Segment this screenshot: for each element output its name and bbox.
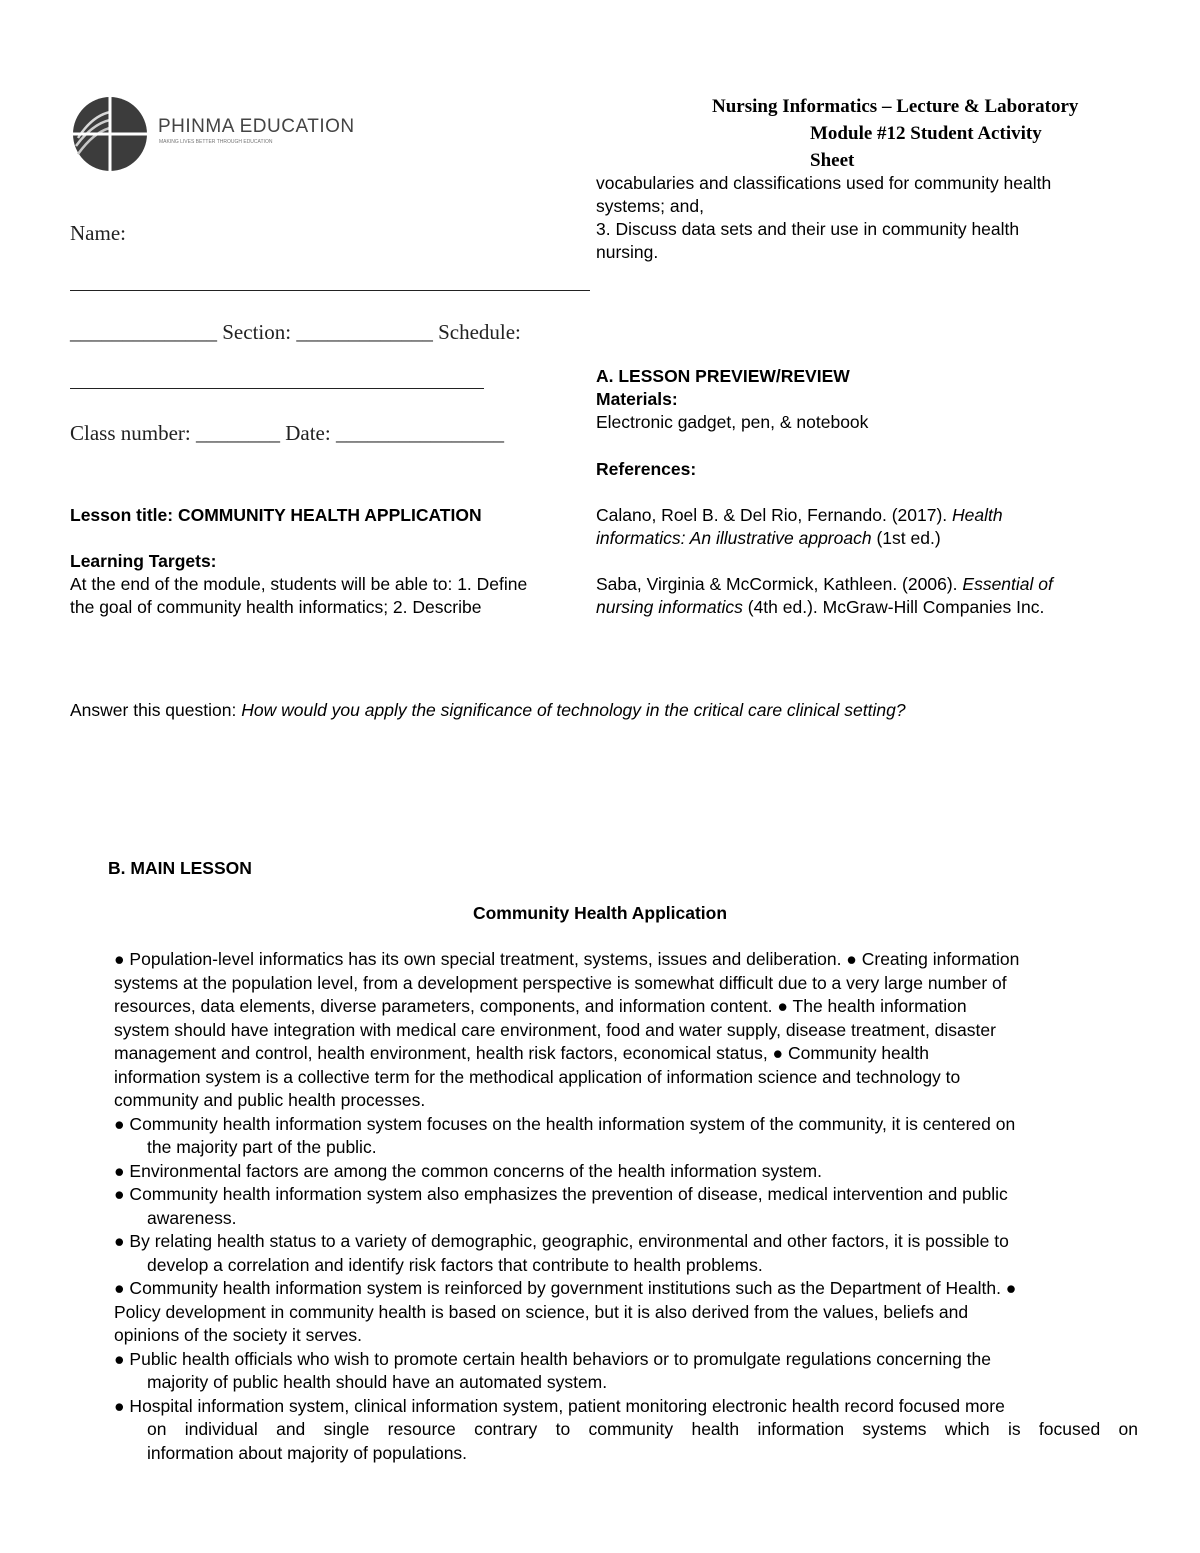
p1-line-2: systems at the population level, from a development perspective is somewhat difficult due to a very large number of (114, 972, 1007, 993)
phinma-logo (72, 96, 355, 172)
class-date-row[interactable]: Class number: ________ Date: ________________ (70, 421, 504, 445)
learning-targets-heading: Learning Targets: (70, 551, 217, 571)
bullet-5-line-3: opinions of the society it serves. (114, 1325, 363, 1345)
bullet-6-line-2: majority of public health should have an automated system. (147, 1372, 608, 1392)
lesson-title (70, 504, 482, 527)
targets-cont-line-2: systems; and, (596, 196, 704, 216)
bullet-3-line-2: awareness. (147, 1207, 237, 1228)
header-line-2: Module #12 Student Activity (810, 123, 1042, 144)
p1-line-4: system should have integration with medical care environment, food and water supply, disease treatment, disaster (114, 1019, 996, 1040)
bullet-5 (114, 1277, 1138, 1348)
bullet-1-line-2: the majority part of the public. (147, 1137, 377, 1157)
learning-targets-continued (596, 172, 1051, 264)
references-label: References: (596, 459, 697, 479)
logo-emblem-icon (72, 96, 355, 172)
ref1-title-part2: informatics: An illustrative approach (596, 528, 872, 548)
reference-1 (596, 504, 1003, 550)
learning-targets-line-1: At the end of the module, students will be able to: 1. Define (70, 574, 528, 594)
bullet-1 (114, 1113, 1138, 1160)
p1-line-5: management and control, health environment, health risk factors, economical status, ● Community health (114, 1043, 930, 1063)
bullet-3 (114, 1183, 1138, 1230)
logo-name: PHINMA EDUCATION (158, 116, 355, 137)
targets-cont-line-1: vocabularies and classifications used for community health (596, 173, 1052, 193)
ref2-edition: (4th ed.). McGraw-Hill Companies Inc. (747, 597, 1045, 617)
p1-line-7: community and public health processes. (114, 1090, 426, 1110)
schedule-field[interactable] (70, 388, 484, 389)
targets-cont-line-3: 3. Discuss data sets and their use in community health (596, 219, 1020, 239)
bullet-7-line-3: information about majority of populations. (147, 1442, 468, 1463)
paragraph-1 (114, 948, 1138, 1113)
bullet-7-line-1: ● Hospital information system, clinical information system, patient monitoring electronic health record focused more (114, 1395, 1005, 1416)
reference-2 (596, 573, 1053, 619)
ref2-authors: Saba, Virginia & McCormick, Kathleen. (2006). (596, 574, 958, 594)
name-field[interactable] (70, 290, 590, 291)
bullet-4 (114, 1230, 1138, 1277)
lesson-title-label: Lesson title: (70, 505, 174, 525)
header-line-3: Sheet (810, 150, 855, 171)
section-schedule-row[interactable]: ______________ Section: _____________ Schedule: (70, 320, 521, 344)
ref2-title-part1: Essential of (962, 574, 1053, 594)
bullet-5-line-2: Policy development in community health is based on science, but it is also derived from the values, beliefs and (114, 1301, 969, 1322)
materials-label: Materials: (596, 389, 678, 409)
bullet-7-line-2: on individual and single resource contrary to community health information systems which is focused on (147, 1419, 1138, 1439)
bullet-4-line-1: ● By relating health status to a variety of demographic, geographic, environmental and other factors, it is possible to (114, 1231, 1009, 1251)
question-label: Answer this question: (70, 700, 237, 720)
bullet-6 (114, 1348, 1138, 1395)
lesson-title-value: COMMUNITY HEALTH APPLICATION (177, 505, 482, 525)
ref2-title-part2: nursing informatics (596, 597, 743, 617)
main-lesson-heading: B. MAIN LESSON (108, 858, 252, 878)
p1-line-1: ● Population-level informatics has its own special treatment, systems, issues and deliberation. ● Creating information (114, 949, 1020, 969)
logo-tagline: MAKING LIVES BETTER THROUGH EDUCATION (159, 139, 273, 145)
main-lesson-subtitle: Community Health Application (472, 903, 728, 923)
question (70, 699, 906, 722)
bullet-2 (114, 1160, 1138, 1184)
main-lesson-body (114, 948, 1138, 1465)
bullet-1-line-1: ● Community health information system focuses on the health information system of the community, it is centered on (114, 1113, 1016, 1134)
ref1-authors: Calano, Roel B. & Del Rio, Fernando. (2017). (596, 505, 948, 525)
ref1-title-part1: Health (952, 505, 1003, 525)
question-text: How would you apply the significance of technology in the critical care clinical setting? (241, 700, 906, 720)
learning-targets (70, 550, 527, 619)
bullet-4-line-2: develop a correlation and identify risk factors that contribute to health problems. (147, 1254, 763, 1275)
bullet-7 (114, 1395, 1138, 1466)
bullet-3-line-1: ● Community health information system also emphasizes the prevention of disease, medical intervention and public (114, 1184, 1008, 1204)
bullet-5-line-1: ● Community health information system is reinforced by government institutions such as the Department of Health. ● (114, 1278, 1017, 1298)
preview-heading: A. LESSON PREVIEW/REVIEW (596, 366, 850, 386)
name-label: Name: (70, 221, 126, 245)
targets-cont-line-4: nursing. (596, 242, 659, 262)
header-line-1: Nursing Informatics – Lecture & Laboratory (712, 96, 1079, 117)
ref1-edition: (1st ed.) (876, 528, 941, 548)
p1-line-6: information system is a collective term for the methodical application of information science and technology to (114, 1066, 961, 1087)
p1-line-3: resources, data elements, diverse parameters, components, and information content. ● The health information (114, 996, 967, 1016)
learning-targets-line-2: the goal of community health informatics; 2. Describe (70, 597, 482, 617)
bullet-2-line-1: ● Environmental factors are among the common concerns of the health information system. (114, 1160, 822, 1181)
bullet-6-line-1: ● Public health officials who wish to promote certain health behaviors or to promulgate regulations concerning the (114, 1348, 991, 1369)
lesson-preview-section (596, 365, 868, 434)
document-header (712, 93, 1078, 174)
materials-value: Electronic gadget, pen, & notebook (596, 412, 869, 432)
